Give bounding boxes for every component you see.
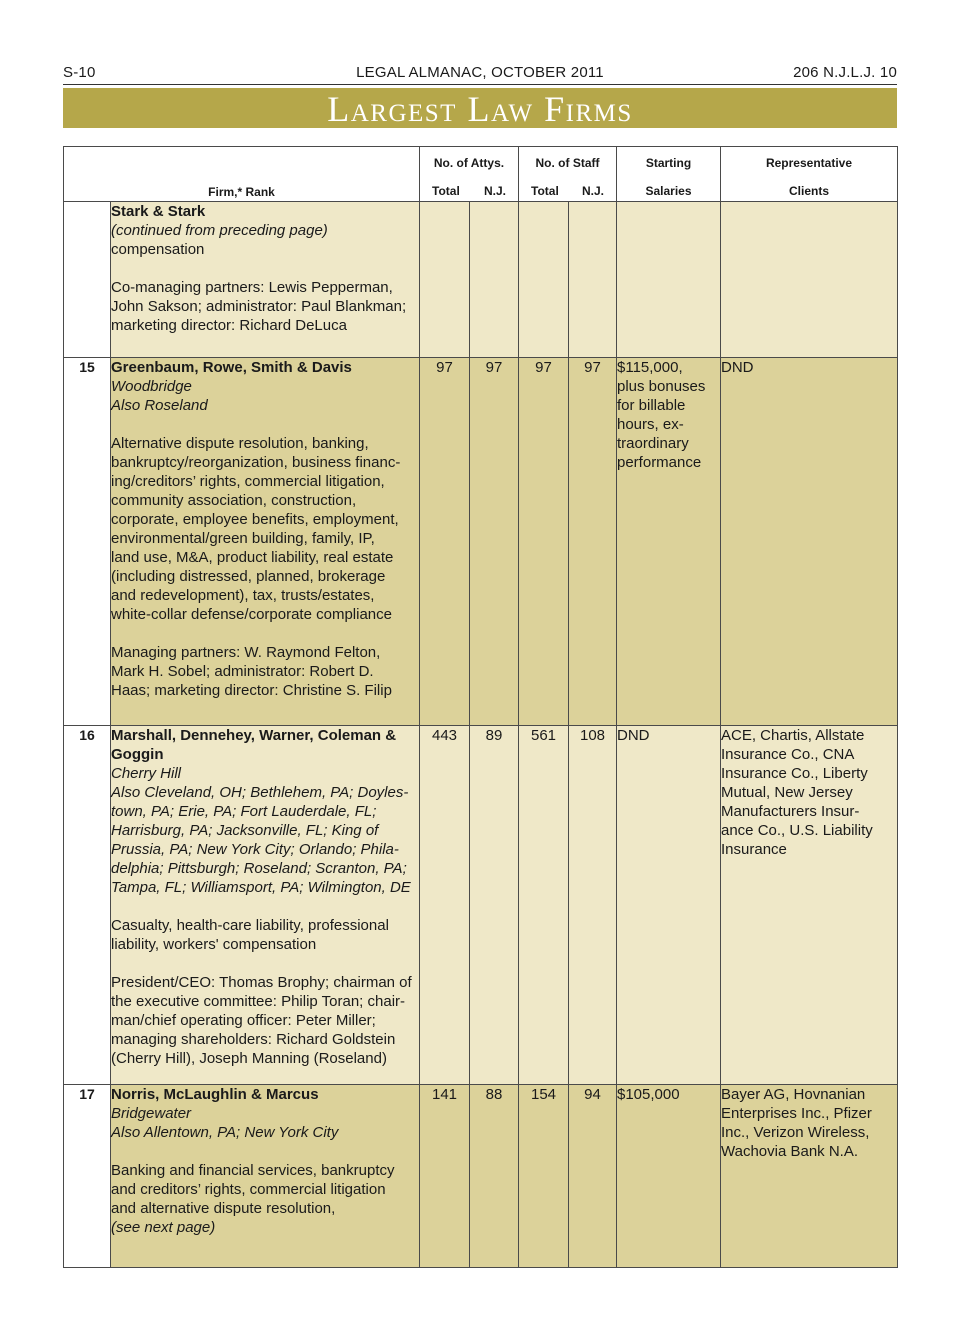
starting-salary: DND	[617, 726, 721, 1085]
management: President/CEO: Thomas Brophy; chairman of the executive committee: Philip Toran; chair- man/chief operating officer: Peter Miller; managing shareholders: Richard Goldstein (Cherry Hill), Joseph Manning (Roseland)	[111, 974, 412, 1067]
starting-salary: $115,000, plus bonuses for billable hours, ex- traordinary performance	[617, 358, 721, 726]
journal-citation: 206 N.J.L.J. 10	[793, 64, 897, 81]
firm-name: Stark & Stark	[111, 203, 206, 220]
staff-total: 561	[519, 726, 569, 1085]
firm-cell	[111, 358, 420, 726]
continued-note: (continued from preceding page)	[111, 222, 328, 239]
page-header	[63, 62, 897, 84]
representative-clients: ACE, Chartis, Allstate Insurance Co., CNA Insurance Co., Liberty Mutual, New Jersey Manufacturers Insur- ance Co., U.S. Liability Insurance	[721, 726, 898, 1085]
continued-note: (see next page)	[111, 1219, 216, 1236]
starting-salary: $105,000	[617, 1085, 721, 1268]
representative-clients: DND	[721, 358, 898, 726]
rank-cell	[64, 202, 111, 358]
staff-nj: 94	[569, 1085, 617, 1268]
firm-location: Woodbridge Also Roseland	[111, 378, 208, 414]
table-row	[64, 1085, 898, 1268]
table-row	[64, 202, 898, 358]
firm-name: Marshall, Dennehey, Warner, Coleman & Goggin	[111, 727, 397, 763]
attorneys-nj: 88	[470, 1085, 519, 1268]
header-rule	[63, 84, 897, 85]
firm-cell	[111, 726, 420, 1085]
table-header	[64, 147, 898, 202]
practice-areas: Alternative dispute resolution, banking, bankruptcy/reorganization, business financ- ing/creditors’ rights, commercial litigation, community association, construction, corporate, employee benefits, employment, environmental/green building, family, IP, land use, M&A, product liability, real estate (including distressed, planned, brokerage and redevelopment), tax, trusts/estates, white-collar defense/corporate compliance	[111, 435, 401, 623]
column-attorneys: No. of Attys. Total N.J.	[420, 147, 519, 202]
management: Co-managing partners: Lewis Pepperman, John Sakson; administrator: Paul Blankman; marketing director: Richard DeLuca	[111, 279, 407, 334]
publication-title: LEGAL ALMANAC, OCTOBER 2011	[356, 64, 604, 81]
practice-area: compensation	[111, 241, 205, 258]
law-firms-table	[63, 146, 898, 1268]
firm-cell	[111, 202, 420, 358]
rank-cell: 16	[64, 726, 111, 1085]
attorneys-total: 443	[420, 726, 470, 1085]
practice-areas: Casualty, health-care liability, professional liability, workers' compensation	[111, 917, 389, 953]
section-title: Largest Law Firms	[63, 88, 897, 128]
management: Managing partners: W. Raymond Felton, Mark H. Sobel; administrator: Robert D. Haas; marketing director: Christine S. Filip	[111, 644, 392, 699]
attorneys-nj: 89	[470, 726, 519, 1085]
firm-cell	[111, 1085, 420, 1268]
representative-clients: Bayer AG, Hovnanian Enterprises Inc., Pfizer Inc., Verizon Wireless, Wachovia Bank N.A.	[721, 1085, 898, 1268]
table-row	[64, 358, 898, 726]
staff-nj: 97	[569, 358, 617, 726]
staff-total: 97	[519, 358, 569, 726]
column-starting-salaries: Starting Salaries	[617, 147, 721, 202]
rank-cell: 15	[64, 358, 111, 726]
rank-cell: 17	[64, 1085, 111, 1268]
page-number: S-10	[63, 64, 96, 81]
attorneys-total: 141	[420, 1085, 470, 1268]
attorneys-total: 97	[420, 358, 470, 726]
column-staff: No. of Staff Total N.J.	[519, 147, 617, 202]
firm-name: Norris, McLaughlin & Marcus	[111, 1086, 319, 1103]
column-representative-clients: Representative Clients	[721, 147, 898, 202]
staff-nj: 108	[569, 726, 617, 1085]
attorneys-nj: 97	[470, 358, 519, 726]
firm-location: Cherry Hill Also Cleveland, OH; Bethlehem, PA; Doyles- town, PA; Erie, PA; Fort Lauderdale, FL; Harrisburg, PA; Jacksonville, FL; King of Prussia, PA; New York City; Orlando; Phila- delphia; Pittsburgh; Roseland; Scranton, PA; Tampa, FL; Williamsport, PA; Wilmington, DE	[111, 765, 411, 896]
firm-name: Greenbaum, Rowe, Smith & Davis	[111, 359, 352, 376]
staff-total: 154	[519, 1085, 569, 1268]
column-firm-rank: Firm,* Rank	[64, 147, 420, 202]
firm-location: Bridgewater Also Allentown, PA; New York City	[111, 1105, 339, 1141]
practice-areas: Banking and financial services, bankruptcy and creditors’ rights, commercial litigation and alternative dispute resolution,	[111, 1162, 395, 1217]
table-row	[64, 726, 898, 1085]
